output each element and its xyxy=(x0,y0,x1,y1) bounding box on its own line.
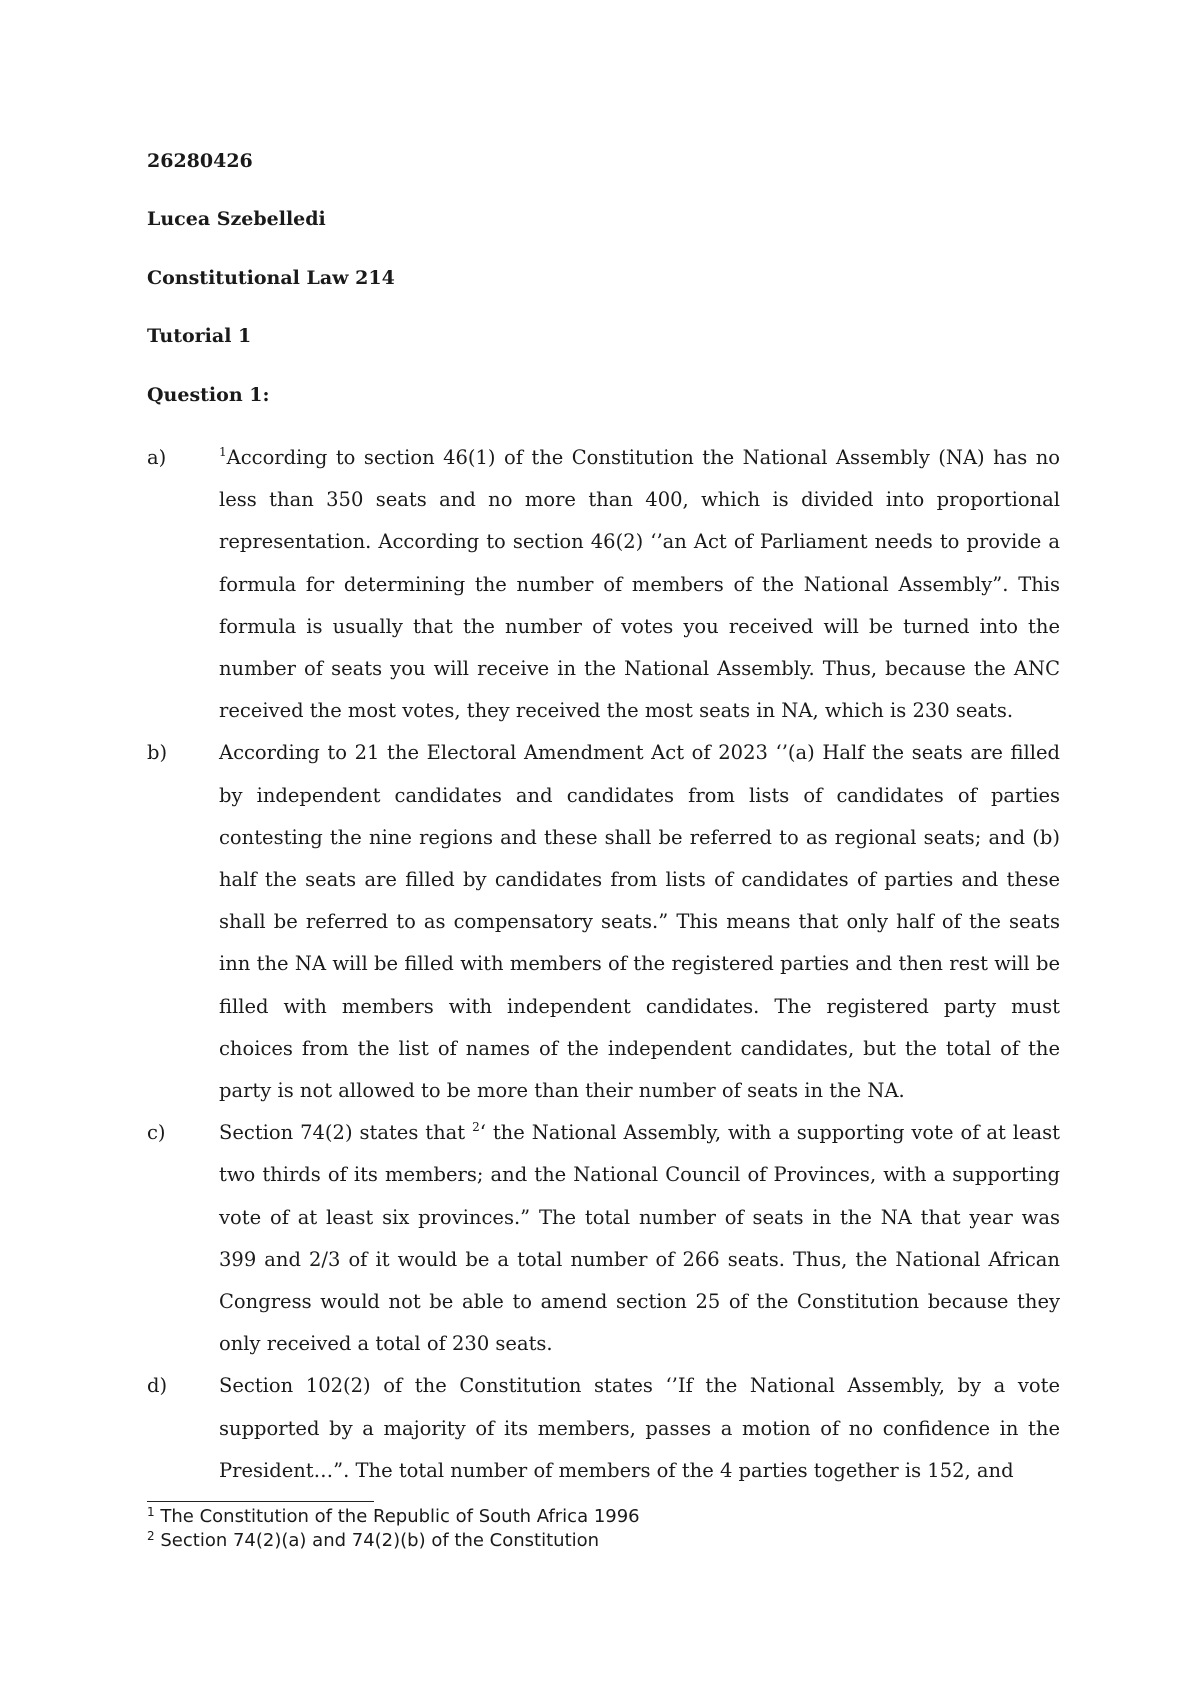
course-title: Constitutional Law 214 xyxy=(147,267,395,289)
footnote-text: Section 74(2)(a) and 74(2)(b) of the Constitution xyxy=(160,1530,600,1551)
list-marker: a) xyxy=(147,446,167,469)
footnote-ref: 2 xyxy=(472,1120,480,1135)
answer-list xyxy=(147,437,1060,1492)
answer-body-end: ‘ the National Assembly, with a supporting vote of at least two thirds of its members; and the National Council of Provinces, with a supporting vote of at least six provinces.” The total number of seats in the NA that year was 399 and 2/3 of it would be a total number of 266 seats. Thus, the National African Congress would not be able to amend section 25 of the Constitution because they only received a total of 230 seats. xyxy=(219,1121,1060,1356)
student-number: 26280426 xyxy=(147,150,253,172)
answer-text xyxy=(219,1112,1060,1365)
answer-text: According to 21 the Electoral Amendment Act of 2023 ‘’(a) Half the seats are filled by independent candidates and candidates from lists of candidates of parties contesting the nine regions and these shall be referred to as regional seats; and (b) half the seats are filled by candidates from lists of candidates of parties and these shall be referred to as compensatory seats.” This means that only half of the seats inn the NA will be filled with members of the registered parties and then rest will be filled with members with independent candidates. The registered party must choices from the list of names of the independent candidates, but the total of the party is not allowed to be more than their number of seats in the NA. xyxy=(219,741,1060,1103)
answer-item-c xyxy=(147,1112,1060,1365)
tutorial-title: Tutorial 1 xyxy=(147,325,252,347)
footnotes xyxy=(147,1505,1047,1553)
answer-body: According to section 46(1) of the Constitution the National Assembly (NA) has no less than 350 seats and no more than 400, which is divided into proportional representation. According to section 46(2) ‘’an Act of Parliament needs to provide a formula for determining the number of members of the National Assembly”. This formula is usually that the number of votes you received will be turned into the number of seats you will receive in the National Assembly. Thus, because the ANC received the most votes, they received the most seats in NA, which is 230 seats. xyxy=(219,446,1060,723)
answer-item-d xyxy=(147,1365,1060,1492)
footnote-number: 2 xyxy=(147,1529,155,1543)
footnote-2 xyxy=(147,1529,1047,1553)
answer-item-b xyxy=(147,732,1060,1112)
list-marker: b) xyxy=(147,741,168,765)
footnote-number: 1 xyxy=(147,1505,155,1519)
student-name: Lucea Szebelledi xyxy=(147,208,326,230)
question-heading: Question 1: xyxy=(147,384,270,406)
footnote-separator xyxy=(147,1501,374,1502)
answer-item-a xyxy=(147,437,1060,732)
list-marker: c) xyxy=(147,1121,166,1145)
list-marker: d) xyxy=(147,1374,168,1398)
footnote-text: The Constitution of the Republic of South Africa 1996 xyxy=(160,1506,640,1527)
footnote-ref: 1 xyxy=(219,445,227,459)
answer-text xyxy=(219,437,1060,732)
answer-body-start: Section 74(2) states that xyxy=(219,1121,473,1145)
footnote-1 xyxy=(147,1505,1047,1529)
answer-text: Section 102(2) of the Constitution states ‘’If the National Assembly, by a vote supported by a majority of its members, passes a motion of no confidence in the President…”. The total number of members of the 4 parties together is 152, and xyxy=(219,1374,1060,1482)
